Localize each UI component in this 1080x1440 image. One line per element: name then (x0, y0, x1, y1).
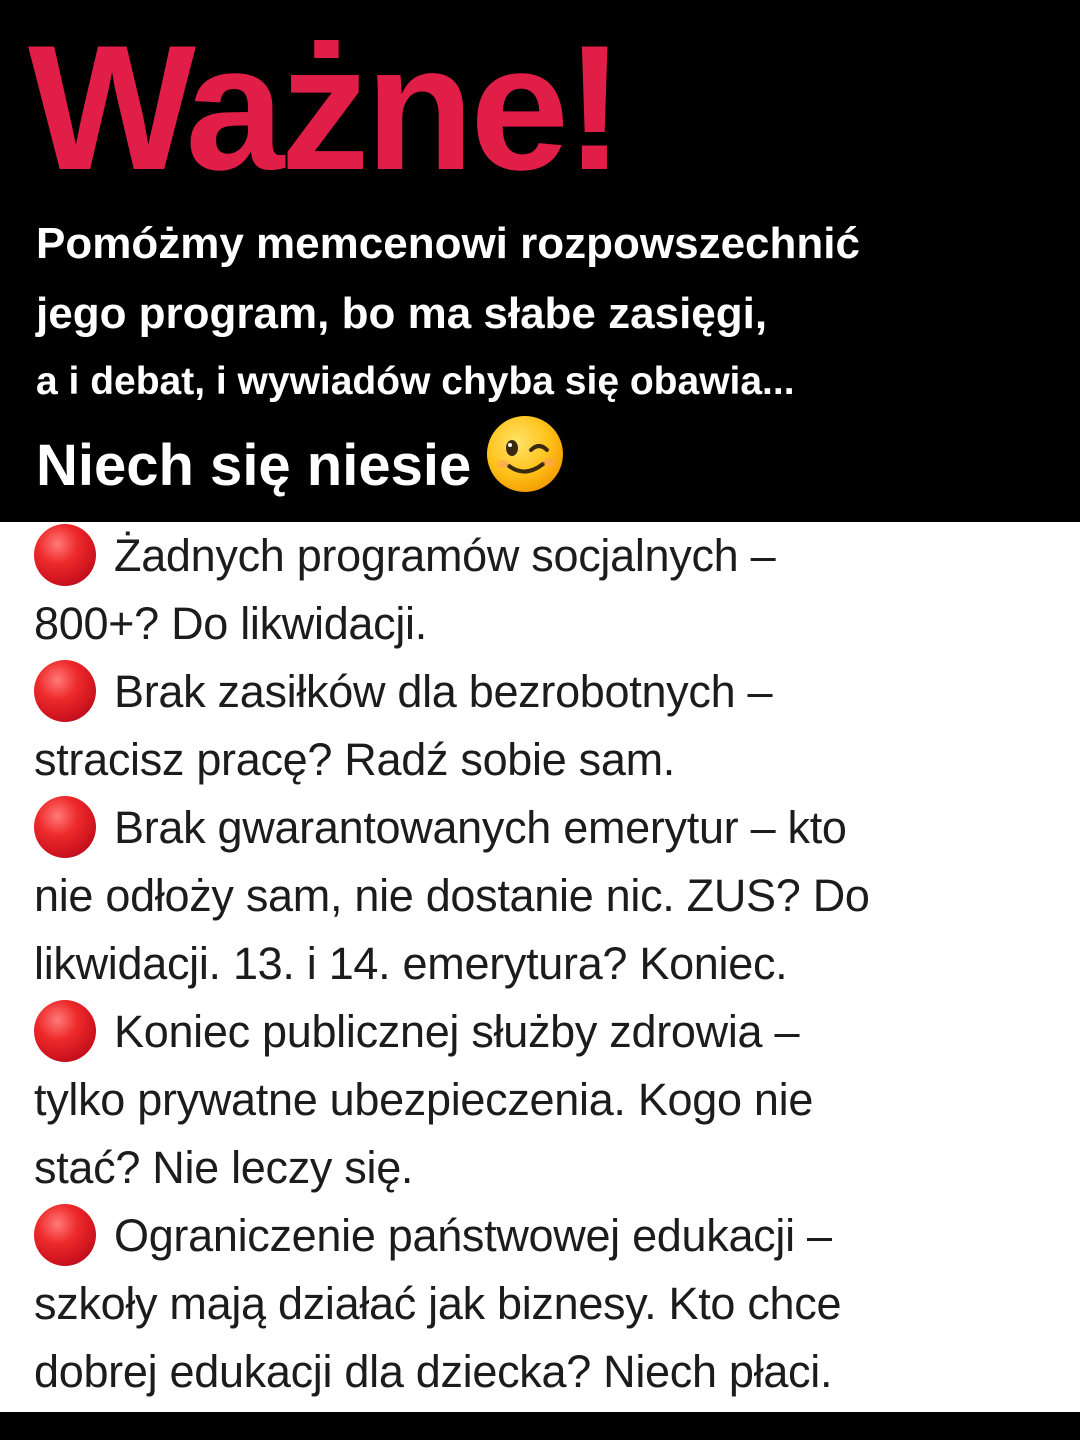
winking-face-icon (485, 414, 565, 513)
list-item-text: Brak zasiłków dla bezrobotnych – (114, 666, 773, 717)
list-item-continuation: szkoły mają działać jak biznesy. Kto chce (34, 1278, 842, 1329)
header-panel (0, 0, 1080, 522)
list-item-continuation: nie odłoży sam, nie dostanie nic. ZUS? Do (34, 870, 870, 921)
red-circle-icon (34, 660, 96, 722)
subtitle-line-2: jego program, bo ma słabe zasięgi, (36, 289, 768, 338)
headline-title: Ważne! (28, 8, 621, 207)
red-circle-icon (34, 796, 96, 858)
list-item-text: Koniec publicznej służby zdrowia – (114, 1006, 800, 1057)
list-item (34, 1202, 832, 1270)
list-item-continuation: stracisz pracę? Radź sobie sam. (34, 734, 675, 785)
list-item-text: Brak gwarantowanych emerytur – kto (114, 802, 847, 853)
subtitle-line-4 (36, 420, 565, 519)
red-circle-icon (34, 1204, 96, 1266)
list-item-continuation: tylko prywatne ubezpieczenia. Kogo nie (34, 1074, 814, 1125)
list-item-text: Ograniczenie państwowej edukacji – (114, 1210, 832, 1261)
program-list (0, 522, 1080, 1412)
list-item (34, 794, 847, 862)
list-item (34, 998, 799, 1066)
red-circle-icon (34, 1000, 96, 1062)
subtitle-line-1: Pomóżmy memcenowi rozpowszechnić (36, 219, 860, 268)
bottom-border (0, 1412, 1080, 1440)
subtitle-line-4-text: Niech się niesie (36, 432, 472, 498)
list-item-continuation: dobrej edukacji dla dziecka? Niech płaci. (34, 1346, 833, 1397)
list-item (34, 658, 772, 726)
subtitle-line-3: a i debat, i wywiadów chyba się obawia... (36, 360, 795, 403)
list-item-text: Żadnych programów socjalnych – (114, 530, 776, 581)
list-item-continuation: 800+? Do likwidacji. (34, 598, 427, 649)
red-circle-icon (34, 524, 96, 586)
list-item-continuation: stać? Nie leczy się. (34, 1142, 414, 1193)
list-item-continuation: likwidacji. 13. i 14. emerytura? Koniec. (34, 938, 788, 989)
list-item (34, 522, 775, 590)
